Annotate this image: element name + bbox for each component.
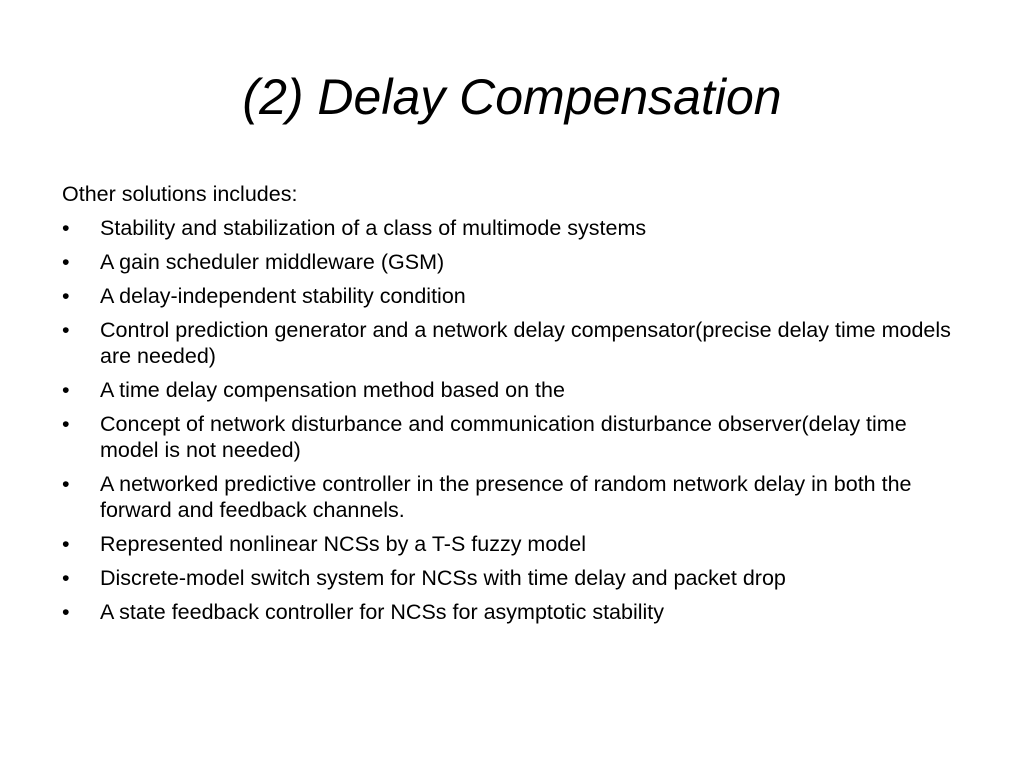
bullet-icon: • [62, 284, 70, 308]
bullet-text: A time delay compensation method based on the [100, 378, 565, 402]
bullet-item [62, 249, 962, 275]
bullet-item [62, 317, 962, 369]
bullet-icon: • [62, 216, 70, 240]
bullet-item [62, 283, 962, 309]
bullet-text: Discrete-model switch system for NCSs with time delay and packet drop [100, 566, 786, 590]
bullet-item [62, 599, 962, 625]
bullet-text: A delay-independent stability condition [100, 284, 466, 308]
intro-text: Other solutions includes: [62, 182, 298, 206]
bullet-text: Control prediction generator and a network delay compensator(precise delay time models are needed) [100, 318, 951, 368]
bullet-icon: • [62, 532, 70, 556]
bullet-item [62, 471, 962, 523]
bullet-text: Stability and stabilization of a class of multimode systems [100, 216, 647, 240]
bullet-text: A networked predictive controller in the presence of random network delay in both the forward and feedback channels. [100, 472, 912, 522]
bullet-icon: • [62, 378, 70, 402]
slide-title: (2) Delay Compensation [242, 69, 782, 125]
bullet-icon: • [62, 600, 70, 624]
bullet-item [62, 531, 962, 557]
bullet-text: Represented nonlinear NCSs by a T-S fuzzy model [100, 532, 586, 556]
bullet-icon: • [62, 318, 70, 342]
bullet-icon: • [62, 412, 70, 436]
bullet-item [62, 565, 962, 591]
bullet-item [62, 377, 962, 403]
bullet-text: A state feedback controller for NCSs for asymptotic stability [100, 600, 665, 624]
bullet-item [62, 215, 962, 241]
bullet-text: Concept of network disturbance and communication disturbance observer(delay time model is not needed) [100, 412, 907, 462]
bullet-list [62, 215, 962, 625]
bullet-icon: • [62, 566, 70, 590]
bullet-item [62, 411, 962, 463]
slide-body [62, 181, 962, 633]
bullet-text: A gain scheduler middleware (GSM) [100, 250, 445, 274]
bullet-icon: • [62, 250, 70, 274]
bullet-icon: • [62, 472, 70, 496]
